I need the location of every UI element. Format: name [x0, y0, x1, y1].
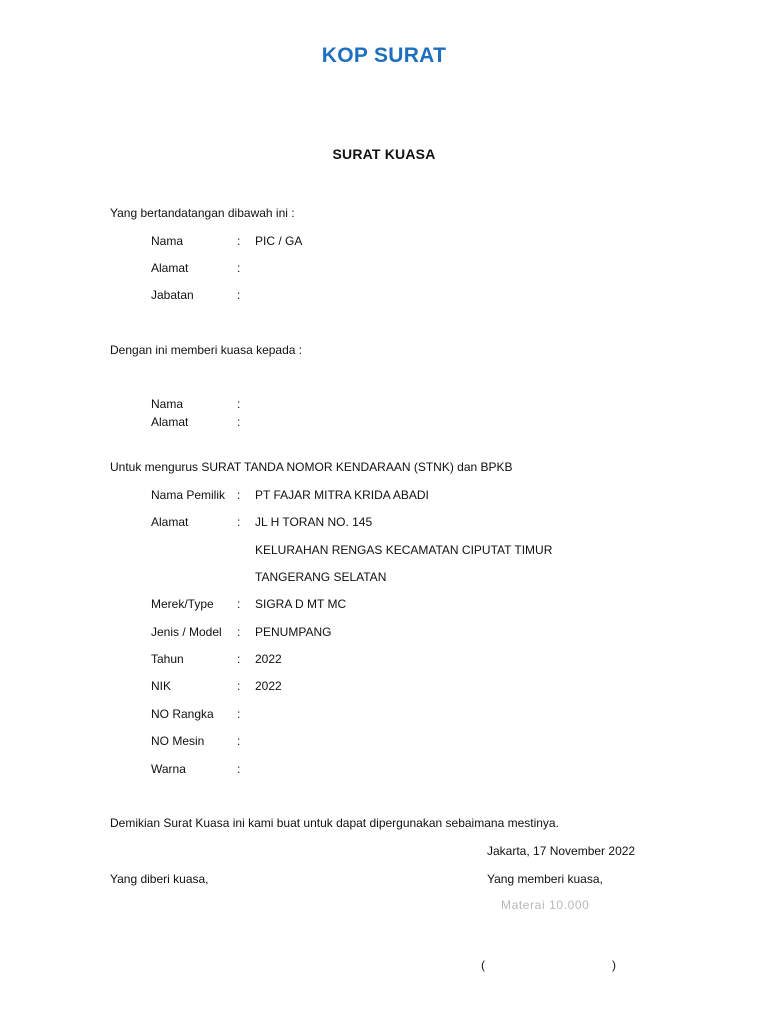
- model-label: Jenis / Model: [151, 625, 222, 639]
- giver-signature-label: Yang memberi kuasa,: [487, 872, 603, 886]
- brand-type-value: SIGRA D MT MC: [255, 597, 347, 611]
- nik-label: NIK: [151, 679, 172, 693]
- owner-address-label: Alamat: [151, 515, 189, 529]
- signer-name-label: Nama: [151, 234, 184, 248]
- colon: :: [237, 488, 241, 502]
- brand-type-label: Merek/Type: [151, 597, 214, 611]
- color-label: Warna: [151, 762, 186, 776]
- receiver-signature-label: Yang diberi kuasa,: [110, 872, 209, 886]
- colon: :: [237, 707, 241, 721]
- signer-intro: Yang bertandatangan dibawah ini :: [110, 206, 295, 220]
- owner-address-line1: JL H TORAN NO. 145: [255, 515, 373, 529]
- colon: :: [237, 679, 241, 693]
- grantee-address-label: Alamat: [151, 415, 189, 429]
- grant-intro: Dengan ini memberi kuasa kepada :: [110, 343, 303, 357]
- colon: :: [237, 261, 241, 275]
- colon: :: [237, 415, 241, 429]
- engine-number-label: NO Mesin: [151, 734, 205, 748]
- purpose-text: Untuk mengurus SURAT TANDA NOMOR KENDARAAN (STNK) dan BPKB: [110, 460, 513, 474]
- letterhead-placeholder: KOP SURAT: [321, 44, 447, 67]
- colon: :: [237, 515, 241, 529]
- colon: :: [237, 734, 241, 748]
- model-value: PENUMPANG: [255, 625, 332, 639]
- signer-name-value: PIC / GA: [255, 234, 303, 248]
- colon: :: [237, 652, 241, 666]
- chassis-number-label: NO Rangka: [151, 707, 214, 721]
- signature-paren-close: ): [612, 958, 616, 972]
- colon: :: [237, 762, 241, 776]
- colon: :: [237, 397, 241, 411]
- owner-address-line2: KELURAHAN RENGAS KECAMATAN CIPUTAT TIMUR: [255, 543, 553, 557]
- document-title: SURAT KUASA: [332, 146, 436, 162]
- colon: :: [237, 288, 241, 302]
- owner-name-value: PT FAJAR MITRA KRIDA ABADI: [255, 488, 429, 502]
- signer-position-label: Jabatan: [151, 288, 194, 302]
- year-label: Tahun: [151, 652, 184, 666]
- signer-address-label: Alamat: [151, 261, 189, 275]
- closing-statement: Demikian Surat Kuasa ini kami buat untuk dapat dipergunakan sebaimana mestinya.: [110, 816, 559, 830]
- owner-address-line3: TANGERANG SELATAN: [255, 570, 387, 584]
- place-date: Jakarta, 17 November 2022: [487, 844, 636, 858]
- colon: :: [237, 597, 241, 611]
- colon: :: [237, 625, 241, 639]
- year-value: 2022: [255, 652, 282, 666]
- stamp-duty-placeholder: Materai 10.000: [501, 898, 590, 912]
- colon: :: [237, 234, 241, 248]
- grantee-name-label: Nama: [151, 397, 184, 411]
- owner-name-label: Nama Pemilik: [151, 488, 226, 502]
- nik-value: 2022: [255, 679, 282, 693]
- signature-paren-open: (: [481, 958, 485, 972]
